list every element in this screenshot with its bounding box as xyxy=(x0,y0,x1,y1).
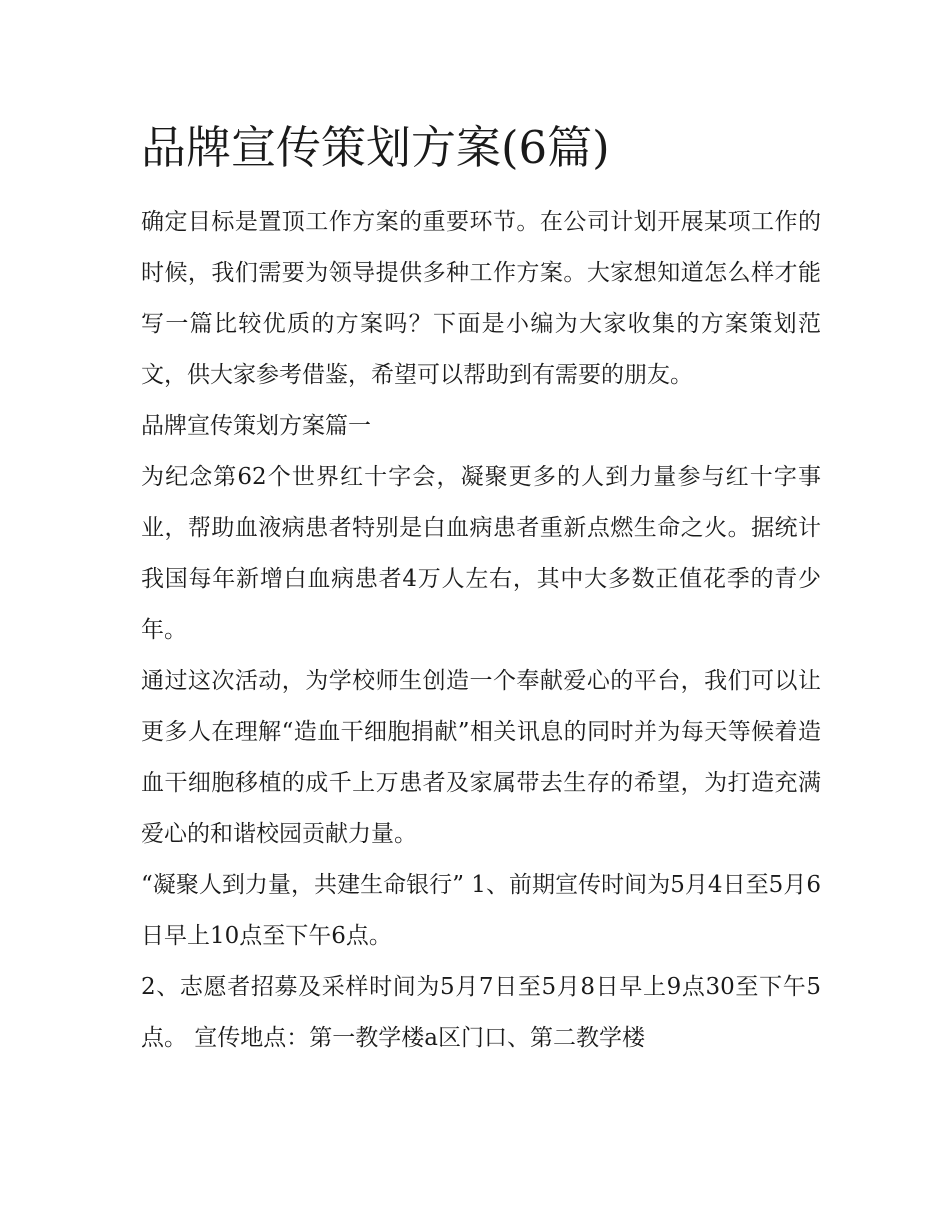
body-paragraph: 2、志愿者招募及采样时间为5月7日至5月8日早上9点30至下午5点。 宣传地点：第一教学楼a区门口、第二教学楼 xyxy=(141,974,821,1051)
section-heading: 品牌宣传策划方案篇一 xyxy=(141,413,371,439)
intro-paragraph: 确定目标是置顶工作方案的重要环节。在公司计划开展某项工作的时候，我们需要为领导提供多种工作方案。大家想知道怎么样才能写一篇比较优质的方案吗？下面是小编为大家收集的方案策划范文，供大家参考借鉴，希望可以帮助到有需要的朋友。 xyxy=(141,209,821,388)
document-title: 品牌宣传策划方案(6篇) xyxy=(141,121,610,174)
body-paragraph: 为纪念第62个世界红十字会，凝聚更多的人到力量参与红十字事业，帮助血液病患者特别是白血病患者重新点燃生命之火。据统计我国每年新增白血病患者4万人左右，其中大多数正值花季的青少年。 xyxy=(141,464,821,643)
body-paragraph: 通过这次活动，为学校师生创造一个奉献爱心的平台，我们可以让更多人在理解“造血干细胞捐献”相关讯息的同时并为每天等候着造血干细胞移植的成千上万患者及家属带去生存的希望，为打造充满爱心的和谐校园贡献力量。 xyxy=(141,668,821,847)
document-body xyxy=(141,117,821,1064)
body-paragraph: “凝聚人到力量，共建生命银行” 1、前期宣传时间为5月4日至5月6日早上10点至下午6点。 xyxy=(141,872,821,949)
